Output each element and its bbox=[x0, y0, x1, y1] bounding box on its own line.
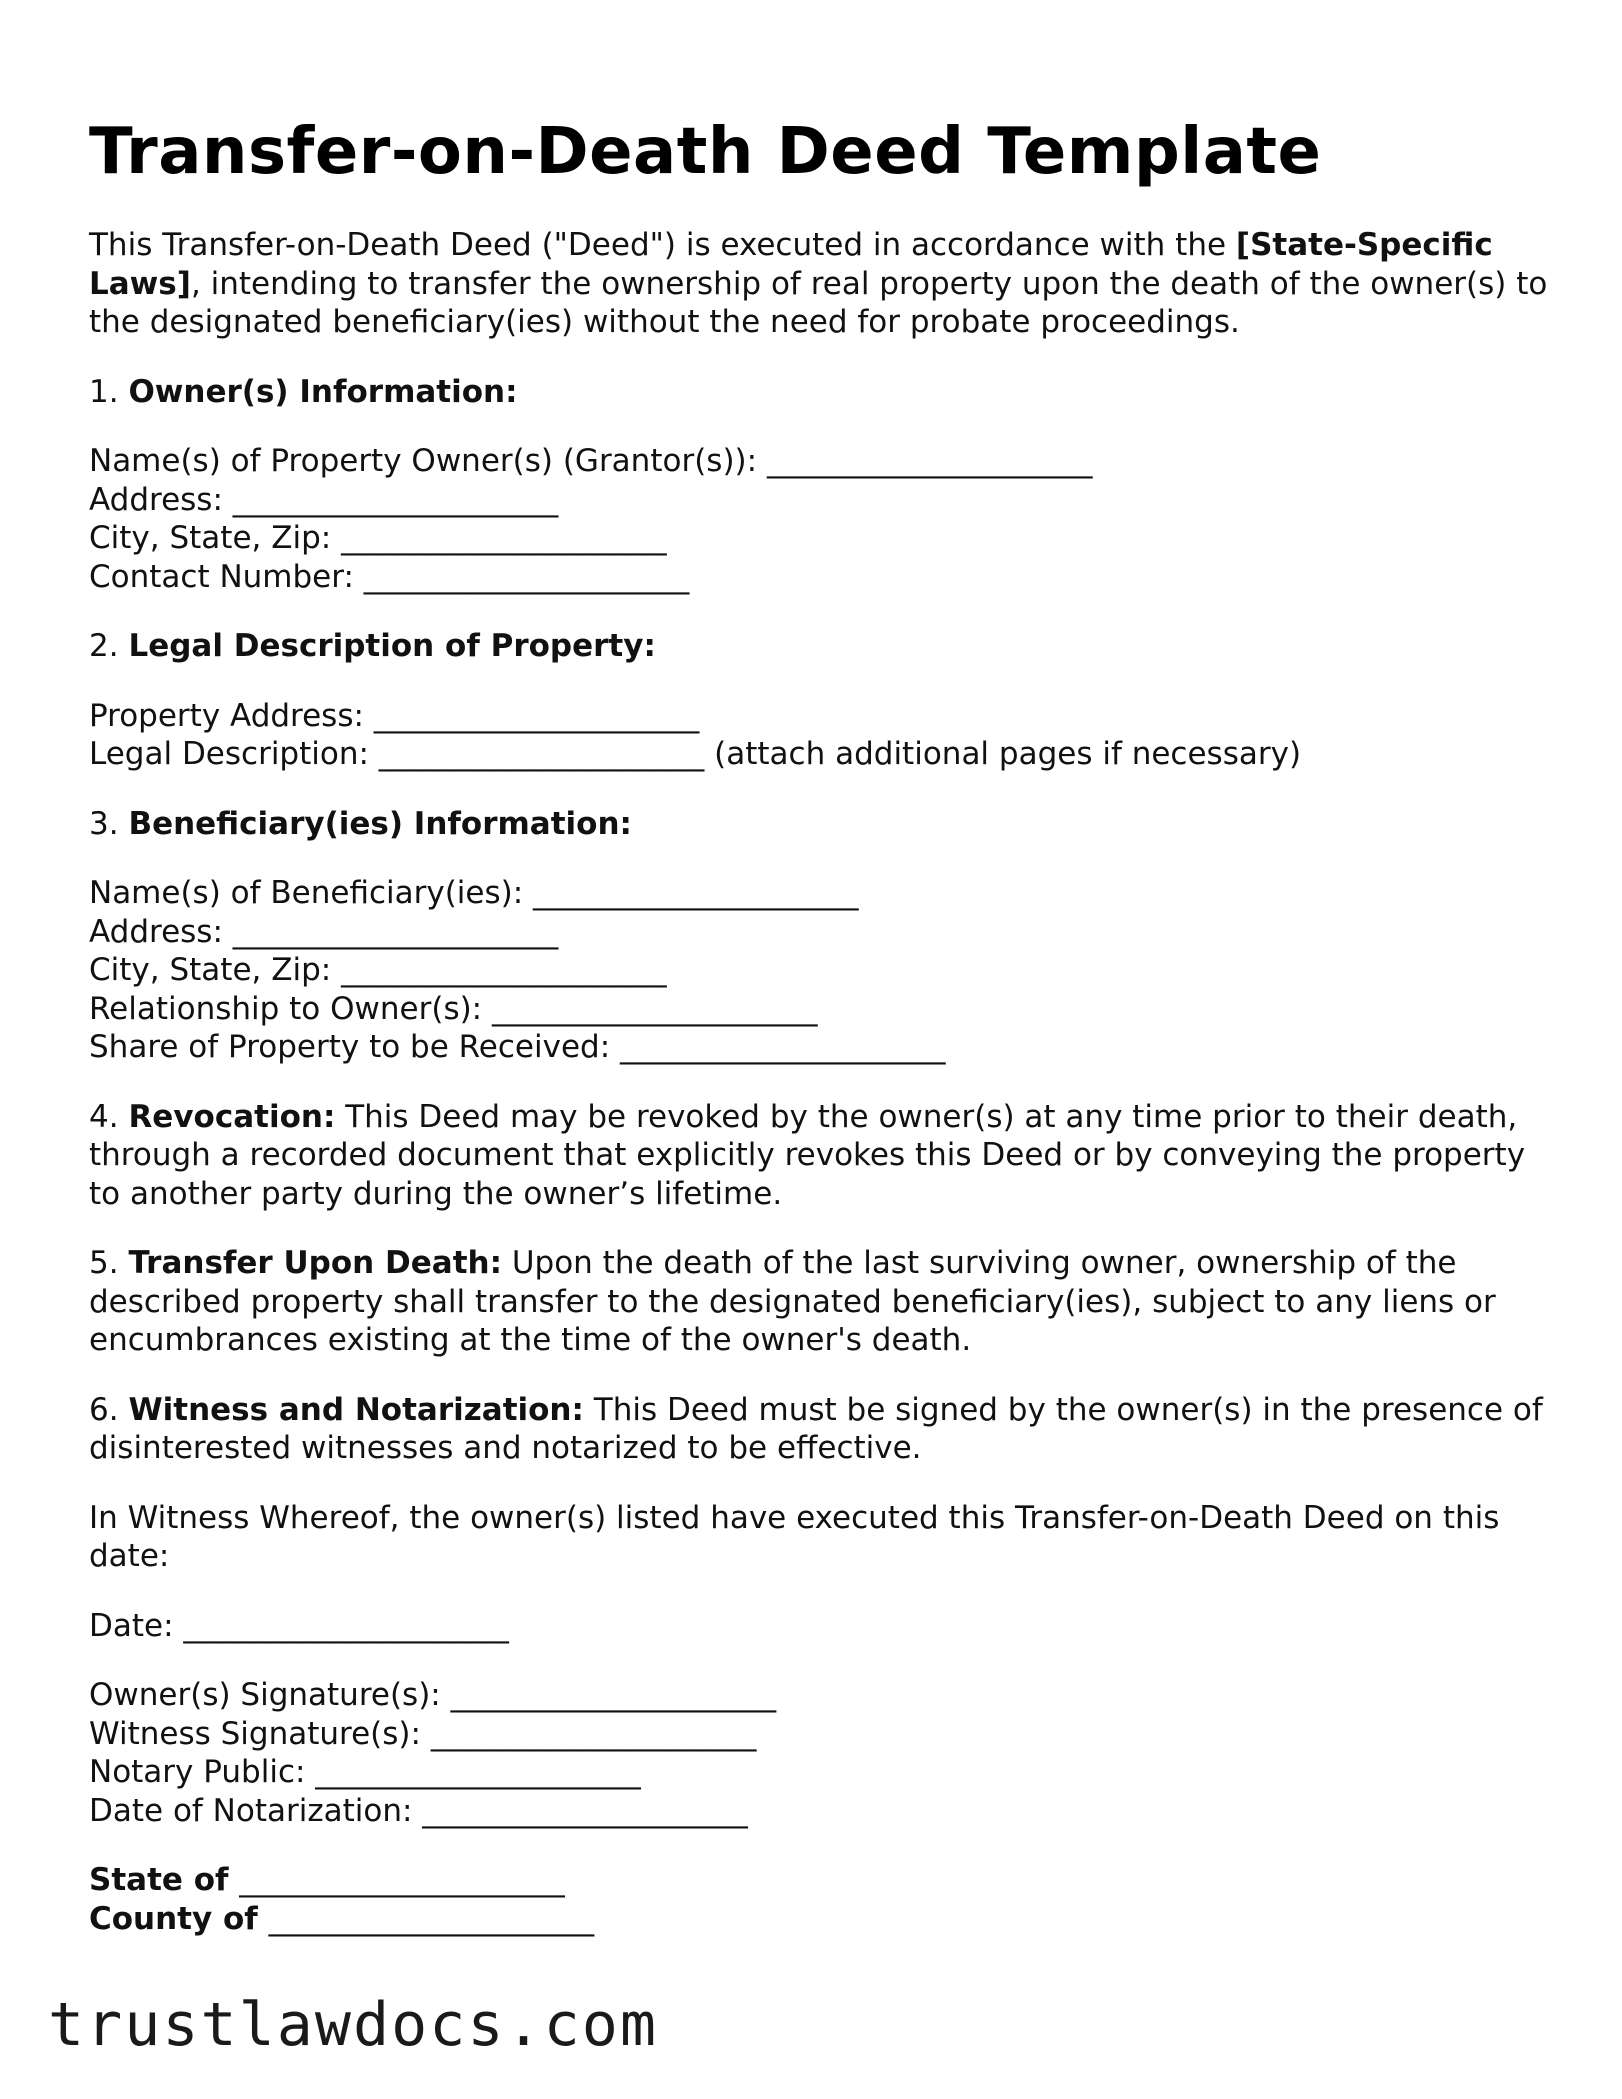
intro-paragraph bbox=[89, 226, 1549, 342]
section-5-text: Upon the death of the last surviving owner, ownership of the described property shall transfer to the designated beneficiary(ies), subject to any liens or encumbrances existing at the time of the owner's death. bbox=[89, 1245, 1496, 1358]
section-1-number: 1. bbox=[89, 373, 129, 410]
notary-public-blank: _____________________ bbox=[315, 1754, 641, 1790]
section-4-number: 4. bbox=[89, 1098, 129, 1135]
section-6-title: Witness and Notarization: bbox=[128, 1391, 584, 1428]
section-5-number: 5. bbox=[89, 1245, 129, 1281]
beneficiary-share-label: Share of Property to be Received: bbox=[89, 1029, 620, 1065]
owner-city-field bbox=[89, 519, 1549, 558]
notary-public-field bbox=[89, 1753, 1549, 1792]
state-label: State of bbox=[89, 1862, 240, 1898]
notarization-date-label: Date of Notarization: bbox=[89, 1792, 423, 1829]
notary-public-label: Notary Public: bbox=[89, 1754, 316, 1790]
signature-fields bbox=[89, 1676, 1549, 1830]
date-field bbox=[89, 1607, 1549, 1646]
beneficiary-relationship-field bbox=[89, 990, 1549, 1029]
section-1-title: Owner(s) Information: bbox=[128, 373, 518, 410]
section-1-fields bbox=[89, 442, 1549, 596]
date-label: Date: bbox=[89, 1607, 184, 1644]
beneficiary-address-label: Address: bbox=[89, 913, 233, 950]
legal-description-label: Legal Description: bbox=[89, 736, 379, 772]
section-5-transfer bbox=[89, 1244, 1549, 1360]
section-3-number: 3. bbox=[89, 805, 129, 842]
beneficiary-city-field bbox=[89, 951, 1549, 990]
owner-name-label: Name(s) of Property Owner(s) (Grantor(s)): bbox=[89, 443, 767, 479]
owner-contact-blank: _____________________ bbox=[363, 558, 690, 595]
intro-state-laws: [State-Specific Laws] bbox=[89, 227, 1493, 302]
beneficiary-address-field bbox=[89, 913, 1549, 952]
property-address-field bbox=[89, 697, 1549, 736]
legal-description-note: (attach additional pages if necessary) bbox=[704, 736, 1302, 772]
section-6-number: 6. bbox=[89, 1391, 129, 1428]
county-field bbox=[89, 1900, 1549, 1939]
owner-address-field bbox=[89, 481, 1549, 520]
owner-contact-label: Contact Number: bbox=[89, 558, 364, 595]
section-3-heading bbox=[89, 805, 1549, 844]
notarization-date-blank: _____________________ bbox=[422, 1792, 748, 1829]
beneficiary-relationship-blank: _____________________ bbox=[492, 990, 818, 1027]
owner-signature-field bbox=[89, 1676, 1549, 1715]
intro-text-post: , intending to transfer the ownership of real property upon the death of the owner(s) to the designated beneficiary(ies) without the need for probate proceedings. bbox=[89, 265, 1548, 340]
witness-signature-label: Witness Signature(s): bbox=[89, 1715, 431, 1752]
owner-city-blank: _____________________ bbox=[341, 520, 667, 556]
county-blank: _____________________ bbox=[268, 1900, 595, 1937]
owner-name-blank: _____________________ bbox=[766, 443, 1093, 479]
section-6-witness bbox=[89, 1391, 1549, 1468]
beneficiary-city-blank: _____________________ bbox=[341, 952, 667, 988]
section-4-revocation bbox=[89, 1098, 1549, 1214]
beneficiary-city-label: City, State, Zip: bbox=[89, 952, 342, 988]
beneficiary-address-blank: _____________________ bbox=[232, 913, 559, 950]
document-page bbox=[89, 112, 1549, 1938]
owner-signature-blank: _____________________ bbox=[450, 1677, 777, 1713]
property-address-blank: _____________________ bbox=[373, 697, 700, 734]
intro-text-pre: This Transfer-on-Death Deed ("Deed") is executed in accordance with the bbox=[89, 227, 1236, 263]
owner-city-label: City, State, Zip: bbox=[89, 520, 342, 556]
section-2-title: Legal Description of Property: bbox=[128, 628, 656, 664]
owner-signature-label: Owner(s) Signature(s): bbox=[89, 1677, 451, 1713]
property-address-label: Property Address: bbox=[89, 697, 374, 734]
owner-name-field bbox=[89, 442, 1549, 481]
beneficiary-name-blank: _____________________ bbox=[533, 875, 859, 911]
section-3-title: Beneficiary(ies) Information: bbox=[128, 805, 632, 842]
beneficiary-name-label: Name(s) of Beneficiary(ies): bbox=[89, 875, 534, 911]
section-4-text: This Deed may be revoked by the owner(s) at any time prior to their death, through a recorded document that explicitly revokes this Deed or by conveying the property to another party during the owner’s lifetime. bbox=[89, 1098, 1526, 1212]
beneficiary-share-field bbox=[89, 1028, 1549, 1067]
beneficiary-share-blank: _____________________ bbox=[620, 1029, 946, 1065]
jurisdiction-fields bbox=[89, 1861, 1549, 1938]
notarization-date-field bbox=[89, 1792, 1549, 1831]
date-blank: _____________________ bbox=[183, 1607, 509, 1644]
witness-signature-blank: _____________________ bbox=[430, 1715, 757, 1752]
section-1-heading bbox=[89, 373, 1549, 412]
beneficiary-relationship-label: Relationship to Owner(s): bbox=[89, 990, 492, 1027]
section-2-fields bbox=[89, 697, 1549, 774]
state-blank: _____________________ bbox=[239, 1862, 565, 1898]
section-4-title: Revocation: bbox=[128, 1098, 336, 1135]
beneficiary-name-field bbox=[89, 874, 1549, 913]
document-title: Transfer-on-Death Deed Template bbox=[89, 115, 1322, 189]
footer-website: trustlawdocs.com bbox=[48, 1990, 658, 2060]
section-3-fields bbox=[89, 874, 1549, 1067]
section-5-title: Transfer Upon Death: bbox=[128, 1245, 502, 1281]
legal-description-field bbox=[89, 735, 1549, 774]
legal-description-blank: _____________________ bbox=[378, 736, 705, 772]
county-label: County of bbox=[89, 1900, 269, 1937]
section-2-number: 2. bbox=[89, 628, 129, 664]
section-2-heading bbox=[89, 627, 1549, 666]
state-field bbox=[89, 1861, 1549, 1900]
witness-whereof: In Witness Whereof, the owner(s) listed have executed this Transfer-on-Death Deed on this date: bbox=[89, 1499, 1500, 1574]
section-6-text: This Deed must be signed by the owner(s) in the presence of disinterested witnesses and notarized to be effective. bbox=[89, 1391, 1543, 1466]
owner-address-label: Address: bbox=[89, 481, 233, 518]
owner-address-blank: _____________________ bbox=[232, 481, 559, 518]
owner-contact-field bbox=[89, 558, 1549, 597]
witness-signature-field bbox=[89, 1715, 1549, 1754]
